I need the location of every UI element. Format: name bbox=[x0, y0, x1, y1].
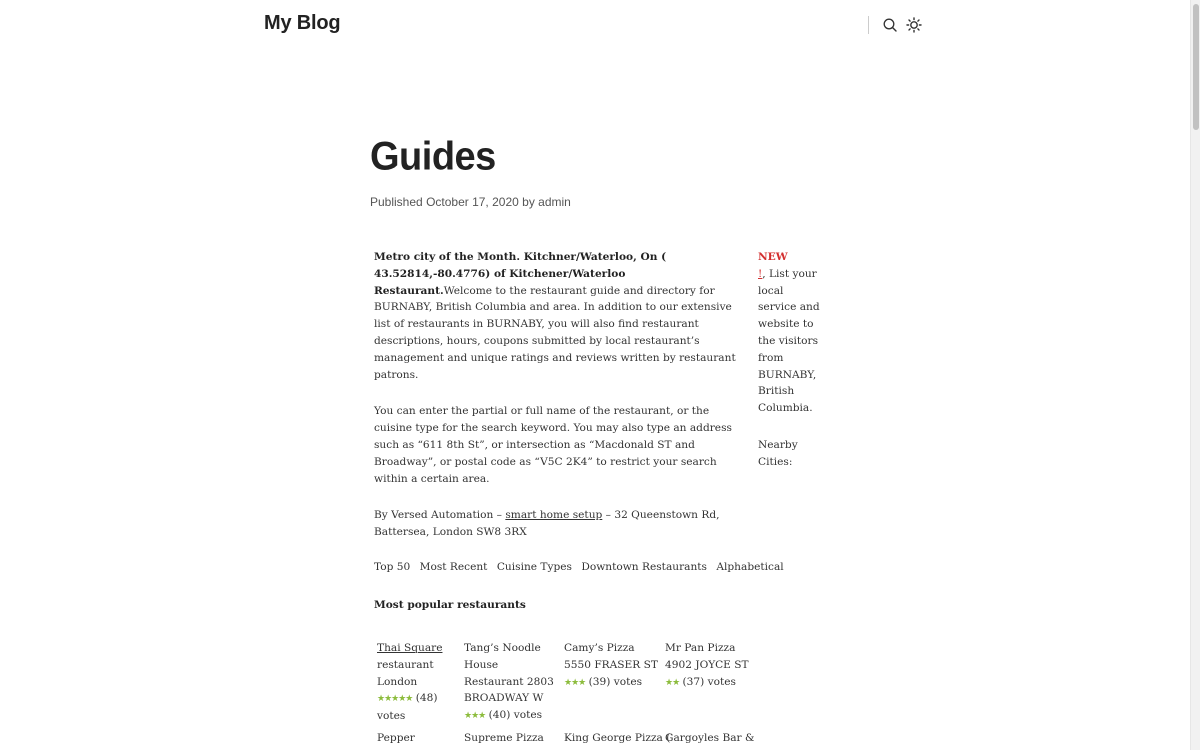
rating-stars-icon: ★★★★★ bbox=[377, 694, 413, 705]
credit-suffix: – 32 Queenstown Rd, Battersea, London SW8 3RX bbox=[374, 509, 720, 539]
new-notice-text: , List your local service and website to the visitors from BURNABY, British Columbia. bbox=[758, 267, 820, 415]
page-scrollbar[interactable] bbox=[1190, 0, 1200, 750]
meta-by: by bbox=[522, 195, 535, 209]
restaurant-link[interactable]: Thai Square bbox=[377, 642, 443, 654]
restaurant-item[interactable] bbox=[464, 640, 556, 725]
site-header bbox=[0, 0, 1190, 50]
restaurant-name: Supreme Pizza bbox=[464, 732, 544, 744]
restaurant-name: King George Pizza ( bbox=[564, 732, 671, 744]
restaurant-name: Mr Pan Pizza 4902 JOYCE ST bbox=[665, 642, 749, 671]
intro-text: Welcome to the restaurant guide and directory for BURNABY, British Columbia and area. In addition to our extensive list of restaurants in BURNABY, you will also find restaurant descriptions, hours, coupons submitted by local restaurant’s management and unique ratings and reviews written by restaurant patrons. bbox=[374, 284, 736, 381]
restaurant-item[interactable] bbox=[665, 730, 753, 747]
restaurant-name: restaurant London bbox=[377, 658, 434, 688]
intro-bold: Metro city of the Month. Kitchner/Waterloo, On ( 43.52814,-80.4776) of Kitchener/Waterloo Restaurant. bbox=[374, 251, 667, 297]
meta-prefix: Published bbox=[370, 195, 423, 209]
restaurant-name: Pepper bbox=[377, 732, 415, 744]
new-label: NEW bbox=[758, 251, 788, 263]
restaurant-item[interactable] bbox=[464, 730, 556, 747]
search-icon[interactable] bbox=[882, 17, 898, 33]
article-content bbox=[374, 249, 746, 561]
author-link[interactable]: admin bbox=[538, 195, 571, 209]
vote-count: (39) votes bbox=[588, 675, 643, 688]
credit-prefix: By Versed Automation – bbox=[374, 509, 506, 522]
restaurant-item[interactable] bbox=[564, 730, 671, 747]
post-meta bbox=[370, 195, 571, 209]
nav-most-recent[interactable]: Most Recent bbox=[419, 561, 488, 573]
rating-stars-icon: ★★★ bbox=[564, 677, 586, 688]
site-title-link[interactable]: My Blog bbox=[264, 12, 341, 34]
header-divider bbox=[868, 16, 869, 34]
section-title: Most popular restaurants bbox=[374, 599, 526, 611]
smart-home-setup-link[interactable]: smart home setup bbox=[505, 509, 603, 522]
sidebar-note bbox=[758, 249, 822, 491]
sun-icon[interactable] bbox=[906, 17, 922, 33]
scrollbar-thumb[interactable] bbox=[1193, 4, 1199, 130]
restaurant-name: Gargoyles Bar & bbox=[665, 732, 755, 744]
restaurant-item[interactable] bbox=[564, 640, 658, 691]
page-title: Guides bbox=[370, 134, 496, 180]
vote-count: (48) votes bbox=[377, 692, 438, 723]
nav-downtown-restaurants[interactable]: Downtown Restaurants bbox=[581, 561, 707, 573]
restaurant-item[interactable] bbox=[377, 640, 461, 725]
restaurant-name: Camy’s Pizza 5550 FRASER ST bbox=[564, 642, 658, 671]
credit-paragraph bbox=[374, 507, 746, 541]
post-date-link[interactable]: October 17, 2020 bbox=[426, 195, 519, 209]
intro-paragraph bbox=[374, 249, 746, 383]
restaurant-item[interactable] bbox=[665, 640, 753, 691]
search-help-paragraph: You can enter the partial or full name of the restaurant, or the cuisine type for the search keyword. You may also type an address such as “611 8th St”, or intersection as “Macdonald ST and Broadway”, or postal code as “V5C 2K4” to restrict your search within a certain area. bbox=[374, 405, 732, 485]
restaurant-item[interactable] bbox=[377, 730, 461, 747]
new-notice-link[interactable]: ! bbox=[758, 267, 763, 280]
nav-top-50[interactable]: Top 50 bbox=[374, 561, 411, 573]
rating-stars-icon: ★★ bbox=[665, 677, 680, 688]
nearby-cities-label: Nearby Cities: bbox=[758, 438, 798, 468]
vote-count: (37) votes bbox=[682, 675, 736, 688]
nav-alphabetical[interactable]: Alphabetical bbox=[716, 561, 784, 573]
guide-nav bbox=[374, 561, 790, 573]
nav-cuisine-types[interactable]: Cuisine Types bbox=[496, 561, 572, 573]
restaurant-name: Tang’s Noodle House Restaurant 2803 BROADWAY W bbox=[464, 642, 554, 705]
new-notice bbox=[758, 249, 822, 417]
vote-count: (40) votes bbox=[488, 709, 543, 722]
rating-stars-icon: ★★★ bbox=[464, 711, 486, 722]
